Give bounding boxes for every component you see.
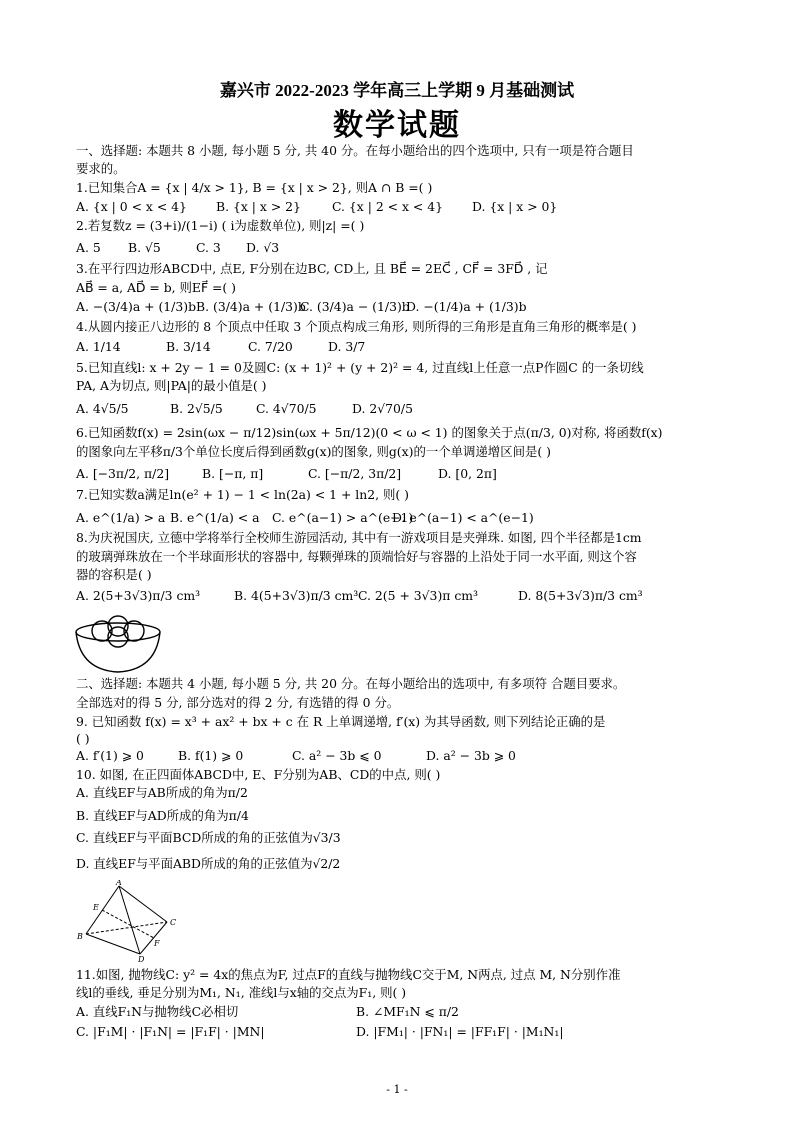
q2-option-c: C. 3 [196, 240, 221, 255]
q3-option-a: A. −(3/4)a + (1/3)b [76, 299, 197, 314]
q4-option-a: A. 1/14 [76, 339, 121, 354]
q9-option-d: D. a² − 3b ⩾ 0 [426, 748, 516, 763]
section2-intro-cont: 全部选对的得 5 分, 部分选对的得 2 分, 有选错的得 0 分。 [76, 695, 400, 710]
edge-cd [140, 922, 167, 954]
bowl-rim [76, 623, 160, 641]
q3-option-b: B. (3/4)a + (1/3)b [196, 299, 306, 314]
q5-option-b: B. 2√5/5 [170, 401, 223, 416]
q7-option-a: A. e^(1/a) > a [76, 510, 166, 525]
q8-stem-cont2: 器的容积是( ) [76, 567, 152, 582]
page-number: - 1 - [386, 1083, 408, 1096]
label-c: C [170, 918, 177, 927]
q9-option-a: A. f′(1) ⩾ 0 [76, 748, 144, 763]
q4-option-c: C. 7/20 [248, 339, 293, 354]
q8-stem-cont: 的玻璃弹珠放在一个半球面形状的容器中, 每颗弹珠的顶端恰好与容器的上沿处于同一水平面, 则这个容 [76, 549, 637, 564]
q2-option-d: D. √3 [246, 240, 280, 255]
q1-option-c: C. {x | 2 < x < 4} [332, 199, 443, 214]
bowl-marbles-figure [74, 614, 162, 674]
label-f: F [154, 939, 160, 948]
section1-intro: 一、选择题: 本题共 8 小题, 每小题 5 分, 共 40 分。在每小题给出的四个选项中, 只有一项是符合题目 [76, 143, 634, 158]
q7-option-c: C. e^(a−1) > a^(e−1) [272, 510, 414, 525]
label-a: A [116, 880, 122, 887]
q8-option-b: B. 4(5+3√3)π/3 cm³ [234, 588, 359, 603]
q1-option-a: A. {x | 0 < x < 4} [76, 199, 187, 214]
q10-option-b: B. 直线EF与AD所成的角为π/4 [76, 808, 249, 823]
q4-option-d: D. 3/7 [328, 339, 366, 354]
q3-stem: 3.在平行四边形ABCD中, 点E, F分别在边BC, CD上, 且 BE⃗ = 2EC⃗ , CF⃗ = 3FD⃗ , 记 [76, 261, 548, 276]
q7-option-d: D. e^(a−1) < a^(e−1) [392, 510, 534, 525]
q5-option-c: C. 4√70/5 [256, 401, 317, 416]
q3-option-c: C. (3/4)a − (1/3)b [300, 299, 410, 314]
q1-stem: 1.已知集合A = {x | 4/x > 1}, B = {x | x > 2}, 则A ∩ B =( ) [76, 180, 433, 195]
q5-stem: 5.已知直线l: x + 2y − 1 = 0及圆C: (x + 1)² + (y + 2)² = 4, 过直线l上任意一点P作圆C 的一条切线 [76, 360, 644, 375]
q6-option-d: D. [0, 2π] [438, 466, 497, 481]
q4-option-b: B. 3/14 [166, 339, 211, 354]
edge-bd [86, 934, 140, 954]
q8-option-c: C. 2(5 + 3√3)π cm³ [358, 588, 479, 603]
q2-option-b: B. √5 [128, 240, 161, 255]
exam-subtitle: 数学试题 [333, 108, 461, 143]
q11-option-b: B. ∠MF₁N ⩽ π/2 [356, 1004, 459, 1019]
edge-ad [119, 886, 140, 954]
q6-stem: 6.已知函数f(x) = 2sin(ωx − π/12)sin(ωx + 5π/12)(0 < ω < 1) 的图象关于点(π/3, 0)对称, 将函数f(x) [76, 425, 663, 440]
q10-option-d: D. 直线EF与平面ABD所成的角的正弦值为√2/2 [76, 856, 341, 871]
q9-option-b: B. f(1) ⩾ 0 [178, 748, 244, 763]
q8-option-a: A. 2(5+3√3)π/3 cm³ [76, 588, 201, 603]
q6-option-c: C. [−π/2, 3π/2] [308, 466, 402, 481]
q11-option-c: C. |F₁M| · |F₁N| = |F₁F| · |MN| [76, 1024, 265, 1039]
q11-stem: 11.如图, 抛物线C: y² = 4x的焦点为F, 过点F的直线与抛物线C交于M, N两点, 过点 M, N分别作准 [76, 967, 621, 982]
label-d: D [138, 955, 145, 962]
q10-option-c: C. 直线EF与平面BCD所成的角的正弦值为√3/3 [76, 830, 341, 845]
q8-stem: 8.为庆祝国庆, 立德中学将举行全校师生游园活动, 其中有一游戏项目是夹弹珠. 如图, 四个半径都是1cm [76, 530, 642, 545]
q6-stem-cont: 的图象向左平移π/3个单位长度后得到函数g(x)的图象, 则g(x)的一个单调递增区间是( ) [76, 444, 551, 459]
section2-intro: 二、选择题: 本题共 4 小题, 每小题 5 分, 共 20 分。在每小题给出的选项中, 有多项符 合题目要求。 [76, 676, 626, 691]
q2-option-a: A. 5 [76, 240, 101, 255]
q5-option-d: D. 2√70/5 [352, 401, 413, 416]
q8-option-d: D. 8(5+3√3)π/3 cm³ [518, 588, 643, 603]
q11-option-a: A. 直线F₁N与抛物线C必相切 [76, 1004, 239, 1019]
edge-ac [119, 886, 167, 922]
exam-title: 嘉兴市 2022-2023 学年高三上学期 9 月基础测试 [219, 81, 575, 100]
q4-stem: 4.从圆内接正八边形的 8 个顶点中任取 3 个顶点构成三角形, 则所得的三角形是直角三角形的概率是( ) [76, 319, 637, 334]
label-b: B [77, 932, 83, 941]
q2-stem: 2.若复数z = (3+i)/(1−i) ( i为虚数单位), 则|z| =( ) [76, 218, 365, 233]
edge-bc-hidden [86, 922, 167, 934]
tetrahedron-figure [74, 880, 184, 962]
q10-stem: 10. 如图, 在正四面体ABCD中, E、F分别为AB、CD的中点, 则( ) [76, 767, 441, 782]
q3-stem-cont: AB⃗ = a, AD⃗ = b, 则EF⃗ =( ) [76, 280, 237, 295]
q10-option-a: A. 直线EF与AB所成的角为π/2 [76, 785, 248, 800]
q1-option-d: D. {x | x > 0} [472, 199, 558, 214]
q5-stem-cont: PA, A为切点, 则|PA|的最小值是( ) [76, 378, 267, 393]
q7-stem: 7.已知实数a满足ln(e² + 1) − 1 < ln(2a) < 1 + ln2, 则( ) [76, 487, 409, 502]
q9-option-c: C. a² − 3b ⩽ 0 [292, 748, 382, 763]
q6-option-b: B. [−π, π] [202, 466, 264, 481]
q11-option-d: D. |FM₁| · |FN₁| = |FF₁F| · |M₁N₁| [356, 1024, 564, 1039]
marble-4 [108, 627, 128, 647]
q6-option-a: A. [−3π/2, π/2] [76, 466, 170, 481]
q9-stem-cont: ( ) [76, 731, 90, 746]
q5-option-a: A. 4√5/5 [76, 401, 129, 416]
q1-option-b: B. {x | x > 2} [216, 199, 301, 214]
q9-stem: 9. 已知函数 f(x) = x³ + ax² + bx + c 在 R 上单调递增, f′(x) 为其导函数, 则下列结论正确的是 [76, 714, 606, 729]
label-e: E [93, 903, 99, 912]
q7-option-b: B. e^(1/a) < a [170, 510, 260, 525]
section1-intro-cont: 要求的。 [76, 161, 126, 176]
q3-option-d: D. −(1/4)a + (1/3)b [406, 299, 527, 314]
q11-stem-cont: 线l的垂线, 垂足分别为M₁, N₁, 准线l与x轴的交点为F₁, 则( ) [76, 985, 407, 1000]
